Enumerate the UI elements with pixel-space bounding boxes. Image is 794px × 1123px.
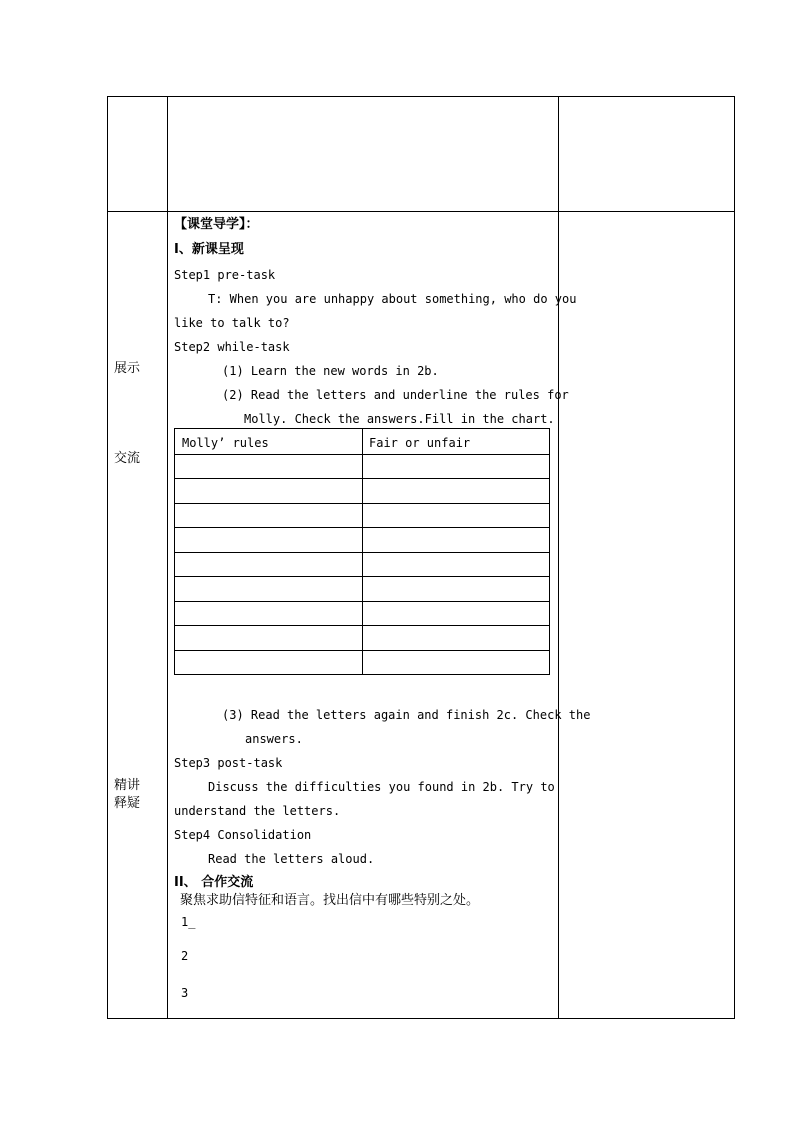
- focus-text: 聚焦求助信特征和语言。找出信中有哪些特别之处。: [180, 893, 480, 908]
- step2-item3-line1: (3) Read the letters again and finish 2c. Check the: [222, 708, 591, 722]
- step2-item1: (1) Learn the new words in 2b.: [222, 364, 439, 378]
- step4-text: Read the letters aloud.: [208, 852, 375, 866]
- chart-row-divider: [175, 527, 549, 528]
- step2-item3-line2: answers.: [245, 732, 303, 746]
- section1-title: I、新课呈现: [174, 242, 244, 257]
- row-divider: [107, 211, 735, 212]
- step1-label: Step1 pre-task: [174, 268, 276, 282]
- step3-text-line1: Discuss the difficulties you found in 2b. Try to: [208, 780, 555, 794]
- chart-row-divider: [175, 503, 549, 504]
- step3-label: Step3 post-task: [174, 756, 283, 770]
- chart-row-divider: [175, 454, 549, 455]
- step3-text-line2: understand the letters.: [174, 804, 341, 818]
- chart-row-divider: [175, 478, 549, 479]
- chart-row-divider: [175, 601, 549, 602]
- step2-item2-line1: (2) Read the letters and underline the rules for: [222, 388, 569, 402]
- guide-title: 【课堂导学】：: [174, 217, 259, 232]
- answer-number-2: 2: [181, 949, 189, 963]
- chart-row-divider: [175, 552, 549, 553]
- answer-number-3: 3: [181, 986, 189, 1000]
- chart-row-divider: [175, 650, 549, 651]
- answer-number-1: 1_: [181, 915, 196, 929]
- chart-header-fair: Fair or unfair: [369, 436, 471, 450]
- side-label-exchange: 交流: [114, 451, 141, 466]
- rules-chart: [174, 428, 550, 675]
- side-label-display: 展示: [114, 361, 141, 376]
- section2-title: II、 合作交流: [174, 875, 254, 890]
- column-divider-right: [558, 96, 559, 1019]
- step1-text-line2: like to talk to?: [174, 316, 290, 330]
- chart-header-rules: Molly’ rules: [182, 436, 269, 450]
- side-label-explain-1: 精讲: [114, 778, 141, 793]
- column-divider-left: [167, 96, 168, 1019]
- chart-row-divider: [175, 625, 549, 626]
- chart-row-divider: [175, 576, 549, 577]
- step2-item2-line2: Molly. Check the answers.Fill in the chart.: [244, 412, 555, 426]
- side-label-explain-2: 释疑: [114, 796, 141, 811]
- step4-label: Step4 Consolidation: [174, 828, 312, 842]
- step2-label: Step2 while-task: [174, 340, 290, 354]
- step1-text-line1: T: When you are unhappy about something, who do you: [208, 292, 577, 306]
